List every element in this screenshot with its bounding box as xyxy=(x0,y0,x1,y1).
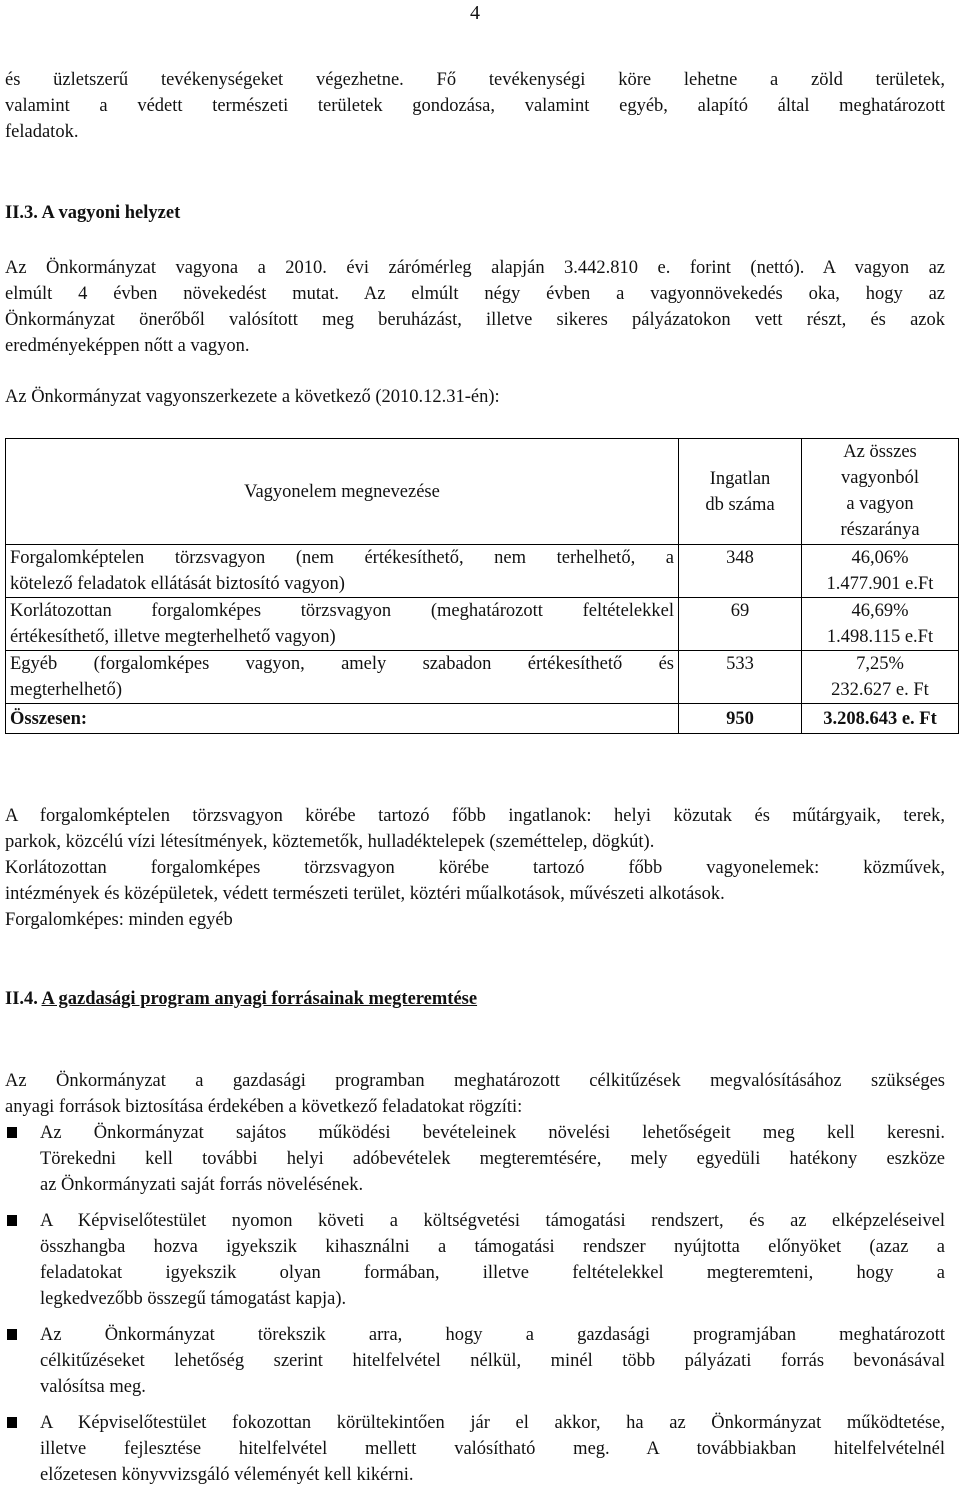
heading-title: A gazdasági program anyagi forrásainak megteremtése xyxy=(41,989,478,1009)
text-line: feladatok. xyxy=(5,122,79,142)
text-line: A Képviselőtestület fokozottan körültekintően jár el akkor, ha az Önkormányzat működtetése, xyxy=(40,1413,945,1433)
text-line: elmúlt 4 évben növekedést mutat. Az elmúlt négy évben a vagyonnövekedés oka, hogy az xyxy=(5,284,945,304)
section-heading xyxy=(5,989,477,1010)
text-line: eredményeképpen nőtt a vagyon. xyxy=(5,336,250,356)
after-table-paragraph xyxy=(5,803,945,933)
total-count: 950 xyxy=(679,704,802,734)
text-line: Az Önkormányzat törekszik arra, hogy a gazdasági programjában meghatározott xyxy=(40,1325,945,1345)
header-count-line: db száma xyxy=(705,494,775,515)
list-item xyxy=(40,1120,945,1198)
row-name-line: megterhelhető) xyxy=(10,680,122,700)
total-amount: 3.208.643 e. Ft xyxy=(802,704,959,734)
total-label: Összesen: xyxy=(6,704,679,734)
asset-structure-table xyxy=(5,438,959,734)
row-name-line: kötelező feladatok ellátását biztosító vagyon) xyxy=(10,574,345,594)
text-line: Korlátozottan forgalomképes törzsvagyon körébe tartozó főbb vagyonelemek: közművek, xyxy=(5,858,945,878)
row-amount: 1.477.901 e.Ft xyxy=(826,574,934,594)
row-percent: 46,06% xyxy=(851,548,909,568)
header-share xyxy=(802,439,959,545)
text-line: anyagi források biztosítása érdekében a következő feladatokat rögzíti: xyxy=(5,1097,523,1117)
table-caption: Az Önkormányzat vagyonszerkezete a következő (2010.12.31-én): xyxy=(5,387,500,407)
list-item xyxy=(40,1208,945,1312)
row-name-line: Egyéb (forgalomképes vagyon, amely szabadon értékesíthető és xyxy=(10,654,674,674)
bullet-square-icon xyxy=(7,1329,17,1340)
table-header-row xyxy=(6,439,959,545)
bullet-square-icon xyxy=(7,1215,17,1226)
row-count: 533 xyxy=(679,651,802,704)
row-name xyxy=(6,545,679,598)
header-share-line: a vagyon xyxy=(846,494,914,514)
intro-paragraph xyxy=(5,67,945,145)
row-name-line: Korlátozottan forgalomképes törzsvagyon (meghatározott feltételekkel xyxy=(10,601,674,621)
text-line: intézmények és középületek, védett természeti terület, köztéri műalkotások, művészeti alkotások. xyxy=(5,884,725,904)
row-count: 69 xyxy=(679,598,802,651)
text-line: A forgalomképtelen törzsvagyon körébe tartozó főbb ingatlanok: helyi közutak és műtárgyaik, terek, xyxy=(5,806,945,826)
row-name-line: értékesíthető, illetve megterhelhető vagyon) xyxy=(10,627,336,647)
row-share xyxy=(802,598,959,651)
row-name xyxy=(6,598,679,651)
row-count: 348 xyxy=(679,545,802,598)
section-heading: II.3. A vagyoni helyzet xyxy=(5,203,181,223)
text-line: az Önkormányzati saját forrás növelésének. xyxy=(40,1175,364,1195)
header-share-line: vagyonból xyxy=(840,468,920,488)
header-name: Vagyonelem megnevezése xyxy=(6,439,679,545)
bullet-square-icon xyxy=(7,1127,17,1138)
table-row xyxy=(6,598,959,651)
header-count xyxy=(679,439,802,545)
table-row xyxy=(6,545,959,598)
text-line: valamint a védett természeti területek gondozása, valamint egyéb, alapító által meghatározott xyxy=(5,96,945,116)
row-percent: 46,69% xyxy=(851,601,909,621)
text-line: Törekedni kell további helyi adóbevételek megteremtésére, mely egyedüli hatékony eszköze xyxy=(40,1149,945,1169)
text-line: Önkormányzat önerőből valósított meg beruházást, illetve sikeres pályázatokon vett részt, és azok xyxy=(5,310,945,330)
text-line: Forgalomképes: minden egyéb xyxy=(5,910,233,930)
header-share-line: Az összes xyxy=(843,442,917,462)
text-line: és üzletszerű tevékenységeket végezhetne. Fő tevékenységi köre lehetne a zöld területek, xyxy=(5,70,945,90)
bullet-square-icon xyxy=(7,1417,17,1428)
text-line: legkedvezőbb összegű támogatást kapja). xyxy=(40,1289,347,1309)
text-line: összhangba hozva igyekszik kihasználni a támogatási rendszer nyújtotta előnyöket (azaz a xyxy=(40,1237,945,1257)
row-percent: 7,25% xyxy=(856,654,904,674)
row-amount: 232.627 e. Ft xyxy=(831,680,929,700)
row-share xyxy=(802,545,959,598)
text-line: illetve fejlesztése hitelfelvétel mellett valósítható meg. A továbbiakban hitelfelvételnél xyxy=(40,1439,945,1459)
header-share-line: részaránya xyxy=(840,520,920,540)
row-name xyxy=(6,651,679,704)
section3-paragraph xyxy=(5,255,945,359)
text-line: Az Önkormányzat a gazdasági programban meghatározott célkitűzések megvalósításához szükséges xyxy=(5,1071,945,1091)
text-line: előzetesen könyvvizsgáló véleményét kell kikérni. xyxy=(40,1465,414,1485)
list-item xyxy=(40,1322,945,1400)
heading-number: II.4. xyxy=(5,989,38,1009)
text-line: célkitűzéseket lehetőség szerint hitelfelvétel nélkül, minél több pályázati forrás bevonásával xyxy=(40,1351,945,1371)
text-line: valósítsa meg. xyxy=(40,1377,146,1397)
row-share xyxy=(802,651,959,704)
text-line: A Képviselőtestület nyomon követi a költségvetési támogatási rendszert, és az elképzeléseivel xyxy=(40,1211,945,1231)
bullet-list xyxy=(40,1120,945,1488)
row-amount: 1.498.115 e.Ft xyxy=(826,627,934,647)
table-total-row xyxy=(6,704,959,734)
text-line: Az Önkormányzat vagyona a 2010. évi zárómérleg alapján 3.442.810 e. forint (nettó). A vagyon az xyxy=(5,258,945,278)
page-number: 4 xyxy=(470,2,480,24)
text-line: Az Önkormányzat sajátos működési bevételeinek növelési lehetőségeit meg kell keresni. xyxy=(40,1123,945,1143)
table-row xyxy=(6,651,959,704)
text-line: feladatokat igyekszik olyan formában, illetve feltételekkel megteremteni, hogy a xyxy=(40,1263,945,1283)
header-count-line: Ingatlan xyxy=(709,468,771,489)
list-item xyxy=(40,1410,945,1488)
row-name-line: Forgalomképtelen törzsvagyon (nem értékesíthető, nem terhelhető, a xyxy=(10,548,674,568)
section4-paragraph xyxy=(5,1068,945,1120)
text-line: parkok, közcélú vízi létesítmények, köztemetők, hulladéktelepek (szeméttelep, dögkút). xyxy=(5,832,655,852)
